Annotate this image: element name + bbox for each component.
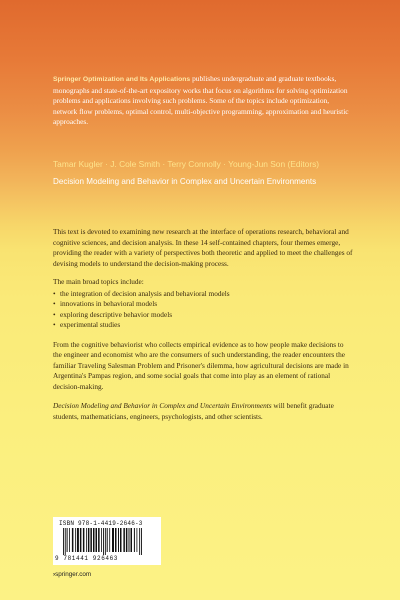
barcode-bar — [88, 528, 90, 552]
barcode-bar — [139, 528, 140, 555]
barcode-bar — [69, 528, 70, 552]
series-description: publishes undergraduate and graduate textbooks, monographs and state-of-the-art expository works that focus on algorithms for solving optimization problems and applications involving such problems. Some of the topics include optimization, network flow problems, optimal control, multi-objective programming, approximation and heuristic approaches. — [53, 74, 349, 127]
list-item: • the integration of decision analysis and behavioral models — [53, 289, 353, 300]
springer-arrow-icon: › — [53, 571, 56, 578]
list-item: • exploring descriptive behavior models — [53, 310, 353, 321]
intro-paragraph: This text is devoted to examining new research at the interface of operations research, behavioral and cognitive sciences, and decision analysis. In these 14 self-contained chapters, four themes emerge, providing the reader with a variety of perspectives both theoretic and applied to meet the challenges of devising models to understand the decision-making process. — [53, 227, 353, 268]
barcode-bar — [86, 528, 87, 552]
publisher-mark — [53, 571, 91, 578]
barcode-bar — [129, 528, 130, 552]
second-paragraph: From the cognitive behaviorist who collects empirical evidence as to how people make decisions to the engineer and economist who are the consumers of such understanding, the reader encounters the familiar Traveling Salesman Problem and Prisoner's dilemma, how agricultural decisions are made in Argentina's Pampas region, and some social goals that come into play as an element of rational decision-making. — [53, 339, 349, 391]
book-title: Decision Modeling and Behavior in Complex and Uncertain Environments — [53, 177, 317, 186]
barcode-bar — [103, 528, 104, 555]
barcode-bar — [80, 528, 82, 552]
closing-book-title: Decision Modeling and Behavior in Complex and Uncertain Environments — [53, 401, 272, 410]
barcode-bar — [93, 528, 95, 552]
barcode-bar — [105, 528, 106, 555]
barcode-bars — [63, 528, 155, 555]
barcode-bar — [101, 528, 102, 552]
closing-text: will benefit graduate students, mathematicians, engineers, psychologists, and other scientists. — [53, 401, 334, 421]
list-item: • innovations in behavioral models — [53, 299, 353, 310]
barcode-bar — [67, 528, 68, 552]
description-body — [53, 227, 353, 422]
publisher-url[interactable]: springer.com — [55, 571, 92, 578]
list-item: • experimental studies — [53, 320, 353, 331]
barcode-bar — [112, 528, 114, 552]
barcode-bar — [83, 528, 85, 552]
barcode-bar — [63, 528, 64, 555]
barcode-bar — [123, 528, 125, 552]
barcode-bar — [65, 528, 66, 555]
barcode — [53, 517, 161, 565]
barcode-bar — [109, 528, 110, 552]
barcode-bar — [134, 528, 135, 552]
barcode-bar — [107, 528, 108, 552]
topics-list — [53, 289, 353, 331]
series-blurb — [53, 74, 353, 128]
barcode-bar — [90, 528, 92, 552]
barcode-bar — [141, 528, 142, 555]
barcode-bar — [75, 528, 76, 552]
ean-digits: 9 781441 926463 — [55, 555, 119, 562]
barcode-bar — [126, 528, 128, 552]
barcode-bar — [98, 528, 100, 552]
barcode-bar — [72, 528, 74, 552]
barcode-bar — [118, 528, 119, 552]
topics-lead: The main broad topics include: — [53, 277, 144, 286]
closing-paragraph — [53, 401, 353, 422]
barcode-bar — [137, 528, 138, 552]
barcode-bar — [131, 528, 133, 552]
barcode-bar — [120, 528, 122, 552]
barcode-bar — [96, 528, 98, 552]
book-authors: Tamar Kugler · J. Cole Smith · Terry Connolly · Young-Jun Son (Editors) — [53, 159, 320, 169]
barcode-bar — [77, 528, 79, 552]
series-name: Springer Optimization and Its Applications — [53, 76, 191, 83]
isbn-label: ISBN 978-1-4419-2646-3 — [59, 520, 143, 527]
barcode-bar — [115, 528, 117, 552]
